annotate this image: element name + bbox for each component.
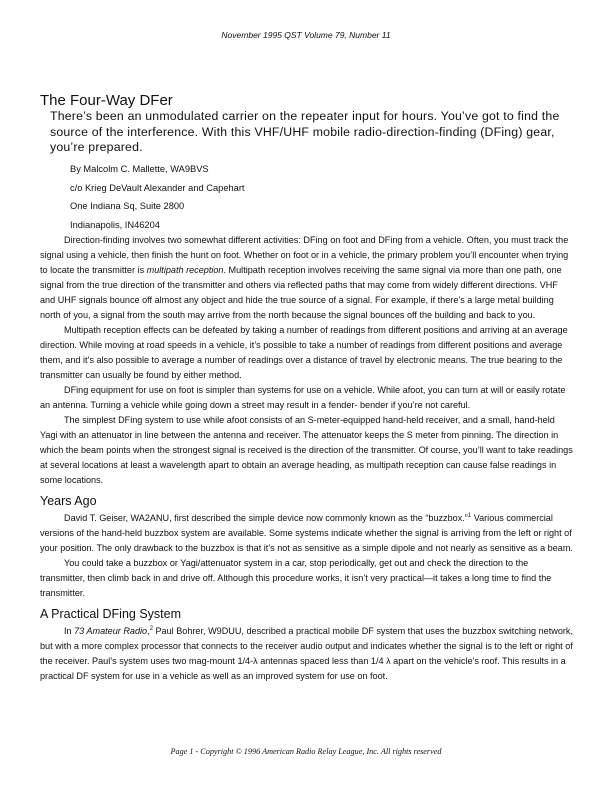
byline-street: One Indiana Sq, Suite 2800 — [70, 201, 185, 212]
paragraph-3: DFing equipment for use on foot is simpler than systems for use on a vehicle. While afoot, you can turn at will or easily rotate an antenna. Turning a vehicle while going down a street may result in a fender- bender if you’re not careful. — [40, 385, 566, 410]
byline-author: By Malcolm C. Mallette, WA9BVS — [70, 164, 209, 174]
paragraph-1: Direction-finding involves two somewhat different activities: DFing on foot and DFing from a vehicle. Often, you must track the signal using a vehicle, then finish the hunt on foot. Whether on foot or in a vehicle, the primary problem you’ll encounter when trying to locate the transmitter is multipath reception. Multipath reception involves receiving the same signal via more than one path, one signal from the true direction of the transmitter and others via reflected paths that may come from widely different directions. VHF and UHF signals bounce off almost any object and hide the true source of a signal. For example, if there’s a large metal building north of you, a signal from the south may arrive from the north because the signal bounces off the building and back to you. — [40, 235, 569, 320]
paragraph-4: The simplest DFing system to use while afoot consists of an S-meter-equipped hand-held receiver, and a small, hand-held Yagi with an attenuator in line between the antenna and receiver. The attenuator keeps the S meter from pinning. The direction in which the beam points when the strongest signal is received is the direction of the transmitter. Of course, you’ll want to take readings at several locations at least a wavelength apart to obtain an average heading, as multipath reception can cause false readings in some locations. — [40, 415, 573, 485]
footnote-ref-2: 2 — [149, 625, 153, 632]
section-heading-years-ago: Years Ago — [40, 494, 97, 508]
article-title: The Four-Way DFer — [40, 92, 173, 109]
byline-city: Indianapolis, IN46204 — [70, 220, 160, 231]
paragraph-5: David T. Geiser, WA2ANU, first described the simple device now commonly known as the “buzzbox.”$^1$ Various commercial versions of the hand-held buzzbox system are available. Some systems indicate whether the signal is arriving from the left or right of your position. The only drawback to the buzzbox is that it’s not as sensitive as a simple dipole and not nearly as sensitive as a beam. — [40, 512, 573, 553]
section-heading-practical-dfing: A Practical DFing System — [40, 607, 182, 621]
article-deck: There’s been an unmodulated carrier on the repeater input for hours. You’ve got to find the source of the interference. With this VHF/UHF mobile radio-direction-finding (DFing) gear, you’re prepared. — [50, 109, 560, 154]
author-byline — [70, 160, 245, 235]
paragraph-6: You could take a buzzbox or Yagi/attenuator system in a car, stop periodically, get out and check the direction to the transmitter, then climb back in and drive off. Although this procedure works, it isn’t very practical—it takes a long time to find the transmitter. — [40, 558, 552, 598]
article-body — [40, 233, 573, 684]
issue-citation-header: November 1995 QST Volume 79, Number 11 — [221, 30, 391, 40]
byline-company: c/o Krieg DeVault Alexander and Capehart — [70, 182, 245, 193]
paragraph-2: Multipath reception effects can be defeated by taking a number of readings from different positions and arriving at an average direction. While moving at road speeds in a vehicle, it’s possible to take a number of readings from different positions and average them, and it’s also possible to average a number of readings over a distance of travel by electronic means. The true bearing to the transmitter can usually be found by either method. — [40, 325, 568, 380]
paragraph-7: In 73 Amateur Radio,$^2$ Paul Bohrer, W9DUU, described a practical mobile DF system that uses the buzzbox switching network, but with a more complex processor that connects to the receiver audio output and indicates whether the signal is to the left or right of the receiver. Paul’s system uses two mag-mount 1/4-λ antennas spaced less than 1/4 λ apart on the vehicle’s roof. This results in a practical DF system for use in a vehicle as well as an improved system for use on foot. — [40, 625, 573, 681]
footnote-ref-1: 1 — [467, 512, 472, 519]
page-footer: Page 1 - Copyright © 1996 American Radio Relay League, Inc. All rights reserved — [170, 747, 442, 756]
